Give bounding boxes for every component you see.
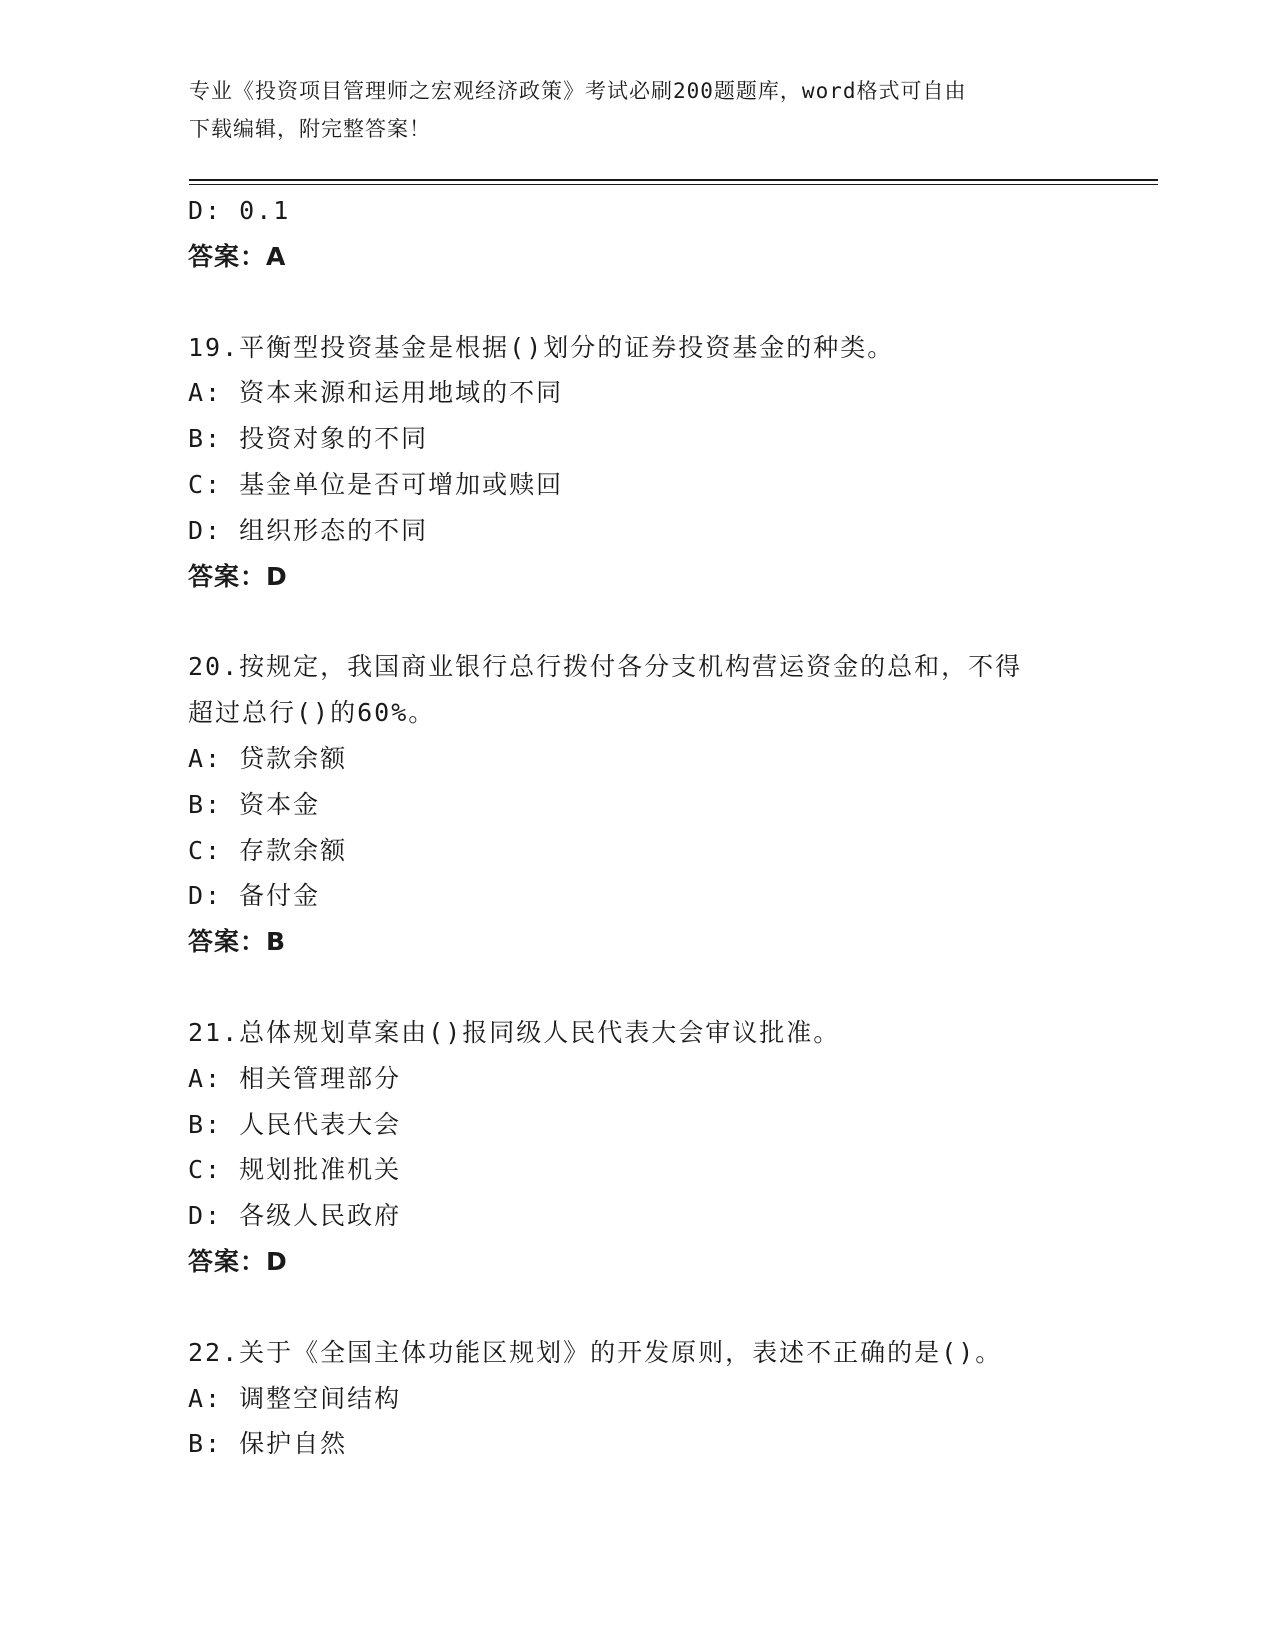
spacer <box>188 1285 1148 1330</box>
option-b: B: 保护自然 <box>188 1429 348 1459</box>
option-b: B: 资本金 <box>188 789 321 819</box>
option-d: D: 0.1 <box>188 196 291 225</box>
option-b: B: 人民代表大会 <box>188 1109 402 1139</box>
header-rule-thick <box>189 179 1158 181</box>
question-block <box>188 1330 1148 1467</box>
header-rule-thin <box>189 184 1158 185</box>
answer-line: 答案：D <box>188 561 288 591</box>
answer-line: 答案：B <box>188 927 287 957</box>
option-d: D: 各级人民政府 <box>188 1201 402 1231</box>
document-header <box>189 72 1089 148</box>
option-a: A: 调整空间结构 <box>188 1383 402 1413</box>
question-block <box>188 325 1148 600</box>
option-b: B: 投资对象的不同 <box>188 424 429 454</box>
option-a: A: 资本来源和运用地域的不同 <box>188 378 564 408</box>
option-c: C: 基金单位是否可增加或赎回 <box>188 469 564 499</box>
question-stem: 21.总体规划草案由()报同级人民代表大会审议批准。 <box>188 1017 841 1047</box>
option-d: D: 备付金 <box>188 881 321 911</box>
spacer <box>188 965 1148 1010</box>
question-stem: 20.按规定，我国商业银行总行拨付各分支机构营运资金的总和，不得 <box>188 652 1023 682</box>
question-block <box>188 644 1148 965</box>
option-c: C: 规划批准机关 <box>188 1155 402 1185</box>
option-c: C: 存款余额 <box>188 835 348 865</box>
answer-line: 答案：A <box>188 241 287 271</box>
header-line-2: 下载编辑，附完整答案！ <box>189 117 431 141</box>
spacer <box>188 280 1148 325</box>
option-a: A: 贷款余额 <box>188 743 348 773</box>
answer-line: 答案：D <box>188 1246 288 1276</box>
question-block <box>188 1010 1148 1285</box>
header-line-1: 专业《投资项目管理师之宏观经济政策》考试必刷200题题库，word格式可自由 <box>189 79 967 103</box>
question-stem: 22.关于《全国主体功能区规划》的开发原则，表述不正确的是()。 <box>188 1337 1003 1367</box>
spacer <box>188 599 1148 644</box>
option-d: D: 组织形态的不同 <box>188 515 429 545</box>
option-a: A: 相关管理部分 <box>188 1063 402 1093</box>
question-stem: 19.平衡型投资基金是根据()划分的证券投资基金的种类。 <box>188 332 895 362</box>
question-stem-continued: 超过总行()的60%。 <box>188 698 436 728</box>
question-content <box>188 188 1148 1467</box>
